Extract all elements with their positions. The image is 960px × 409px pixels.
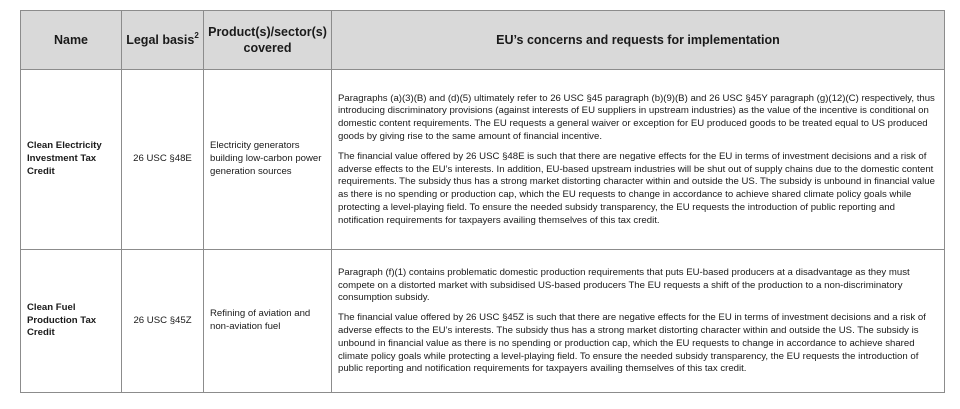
header-concerns: EU’s concerns and requests for implementation	[332, 11, 945, 70]
row-products-cell: Refining of aviation and non-aviation fuel	[204, 250, 332, 393]
row-legal-basis-cell: 26 USC §48E	[122, 70, 204, 250]
row-products-cell: Electricity generators building low-carbon power generation sources	[204, 70, 332, 250]
row-concerns-cell	[332, 250, 945, 393]
table-row	[21, 250, 945, 393]
table-header-row	[21, 11, 945, 70]
header-legal-basis	[122, 11, 204, 70]
header-name: Name	[21, 11, 122, 70]
row-name-cell: Clean Electricity Investment Tax Credit	[21, 70, 122, 250]
document-page	[20, 10, 944, 393]
table-row	[21, 70, 945, 250]
header-products: Product(s)/sector(s) covered	[204, 11, 332, 70]
header-legal-basis-label: Legal basis	[126, 33, 195, 47]
row-legal-basis-cell: 26 USC §45Z	[122, 250, 204, 393]
row-concerns-cell	[332, 70, 945, 250]
concerns-paragraph: The financial value offered by 26 USC §45Z is such that there are negative effects for the EU in terms of investment decisions and a risk of adverse effects to the EU’s interests. The subsidy thus has a strong market distorting character within and outside the US. The subsidy is unbound in financial value as there is no spending or production cap, which the EU requests to change in accordance to achieve shared climate policy goals while protecting a level-playing field. To ensure the needed subsidy transparency, the EU requests the introduction of public reporting and notification requirements for taxpayers availing themselves of this tax credit.	[338, 312, 926, 375]
row-name-cell: Clean Fuel Production Tax Credit	[21, 250, 122, 393]
eu-concerns-table	[20, 10, 945, 393]
footnote-marker: 2	[194, 30, 199, 40]
concerns-paragraph: Paragraphs (a)(3)(B) and (d)(5) ultimately refer to 26 USC §45 paragraph (b)(9)(B) and 26 USC §45Y paragraph (g)(12)(C) respectively, thus introducing discriminatory provisions (against interests of EU suppliers in upstream industries) as the value of the incentive is conditional on domestic content requirements. The EU requests a general waiver or exception for EU produced goods to be treated equal to US produced goods by giving rise to the same amount of financial incentive.	[338, 92, 935, 142]
concerns-paragraph: Paragraph (f)(1) contains problematic domestic production requirements that puts EU-based producers at a disadvantage as they must compete on a distorted market with subsidised US-based producers The EU requests a shift of the production to a non-discriminatory consumption subsidy.	[338, 266, 910, 304]
concerns-paragraph: The financial value offered by 26 USC §48E is such that there are negative effects for the EU in terms of investment decisions and a risk of adverse effects to the EU’s interests. In addition, EU-based upstream industries will be shut out of supply chains due to the domestic content requirements. The subsidy thus has a strong market distorting character within and outside the US. The subsidy is unbound in financial value as there is no spending or production cap, which the EU requests to change in accordance to achieve shared climate policy goals while protecting a level-playing field. To ensure the needed subsidy transparency, the EU requests the introduction of public reporting and notification requirements for taxpayers availing themselves of this tax credit.	[338, 150, 935, 226]
